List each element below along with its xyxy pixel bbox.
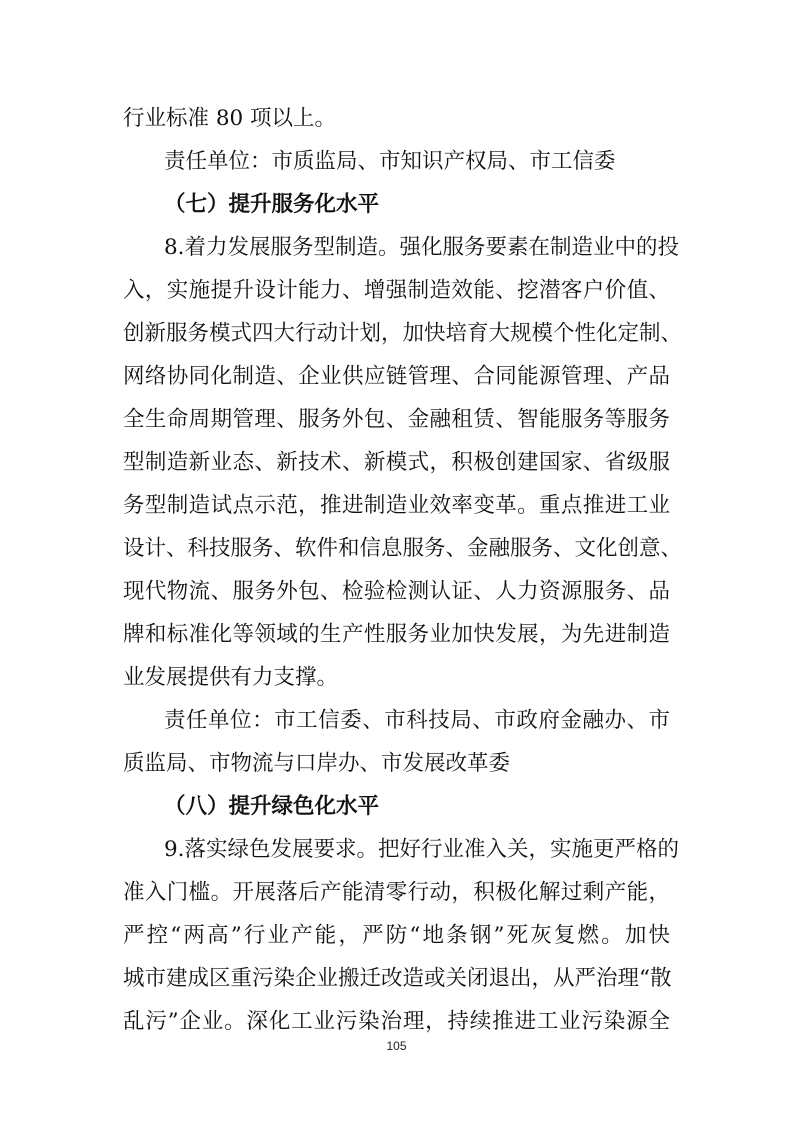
paragraph-continuation-line: 行业标准 80 项以上。 <box>123 106 337 131</box>
paragraph-line: 乱污”企业。深化工业污染治理，持续推进工业污染源全 <box>123 1009 670 1034</box>
paragraph-line: 牌和标准化等领域的生产性服务业加快发展，为先进制造 <box>123 622 670 647</box>
paragraph-line: 入，实施提升设计能力、增强制造效能、挖潜客户价值、 <box>123 278 670 303</box>
paragraph-line: 全生命周期管理、服务外包、金融租赁、智能服务等服务 <box>123 407 670 432</box>
paragraph-line: 现代物流、服务外包、检验检测认证、人力资源服务、品 <box>123 579 670 604</box>
paragraph-line: 业发展提供有力支撑。 <box>123 665 339 690</box>
paragraph-line: 严控“两高”行业产能，严防“地条钢”死灰复燃。加快 <box>123 923 670 948</box>
page-number: 105 <box>386 1039 407 1053</box>
paragraph-line: 创新服务模式四大行动计划，加快培育大规模个性化定制、 <box>123 321 683 346</box>
section-heading-7: （七）提升服务化水平 <box>164 192 380 217</box>
paragraph-line: 务型制造试点示范，推进制造业效率变革。重点推进工业 <box>123 493 670 518</box>
paragraph-line: 9.落实绿色发展要求。把好行业准入关，实施更严格的 <box>164 837 680 862</box>
section-heading-8: （八）提升绿色化水平 <box>164 794 380 819</box>
responsible-units-line: 质监局、市物流与口岸办、市发展改革委 <box>123 751 511 776</box>
paragraph-line: 准入门槛。开展落后产能清零行动，积极化解过剩产能， <box>123 880 670 905</box>
paragraph-line: 城市建成区重污染企业搬迁改造或关闭退出，从严治理“散 <box>123 966 672 991</box>
paragraph-line: 设计、科技服务、软件和信息服务、金融服务、文化创意、 <box>123 536 683 561</box>
paragraph-line: 网络协同化制造、企业供应链管理、合同能源管理、产品 <box>123 364 670 389</box>
paragraph-line: 型制造新业态、新技术、新模式，积极创建国家、省级服 <box>123 450 670 475</box>
paragraph-line: 8.着力发展服务型制造。强化服务要素在制造业中的投 <box>164 235 680 260</box>
responsible-units-line: 责任单位：市工信委、市科技局、市政府金融办、市 <box>164 708 670 733</box>
responsible-units-line: 责任单位：市质监局、市知识产权局、市工信委 <box>164 149 616 174</box>
